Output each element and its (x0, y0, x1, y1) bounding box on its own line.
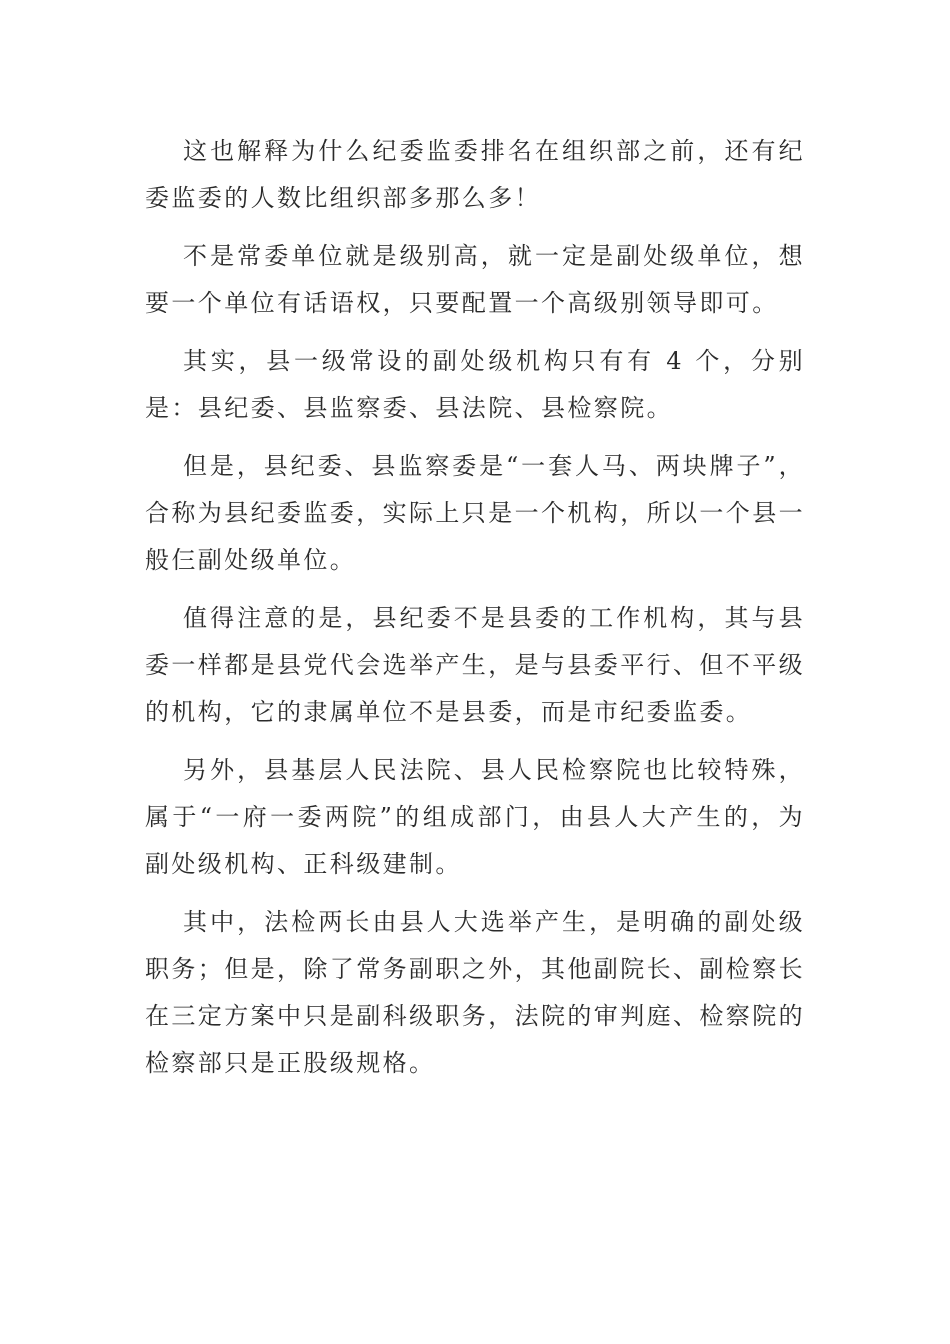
document-body (145, 128, 805, 1098)
paragraph-3: 其实，县一级常设的副处级机构只有有 4 个，分别是：县纪委、县监察委、县法院、县检察院。 (145, 347, 805, 422)
paragraph-1: 这也解释为什么纪委监委排名在组织部之前，还有纪委监委的人数比组织部多那么多！ (145, 137, 805, 212)
paragraph-5: 值得注意的是，县纪委不是县委的工作机构，其与县委一样都是县党代会选举产生，是与县委平行、但不平级的机构，它的隶属单位不是县委，而是市纪委监委。 (145, 604, 805, 726)
paragraph-6: 另外，县基层人民法院、县人民检察院也比较特殊，属于“一府一委两院”的组成部门，由县人大产生的，为副处级机构、正科级建制。 (145, 756, 805, 878)
paragraph-2: 不是常委单位就是级别高，就一定是副处级单位，想要一个单位有话语权，只要配置一个高级别领导即可。 (145, 242, 805, 317)
paragraph-4: 但是，县纪委、县监察委是“一套人马、两块牌子”，合称为县纪委监委，实际上只是一个机构，所以一个县一般仨副处级单位。 (145, 452, 805, 574)
paragraph-7: 其中，法检两长由县人大选举产生，是明确的副处级职务；但是，除了常务副职之外，其他副院长、副检察长在三定方案中只是副科级职务，法院的审判庭、检察院的检察部只是正股级规格。 (145, 908, 805, 1077)
